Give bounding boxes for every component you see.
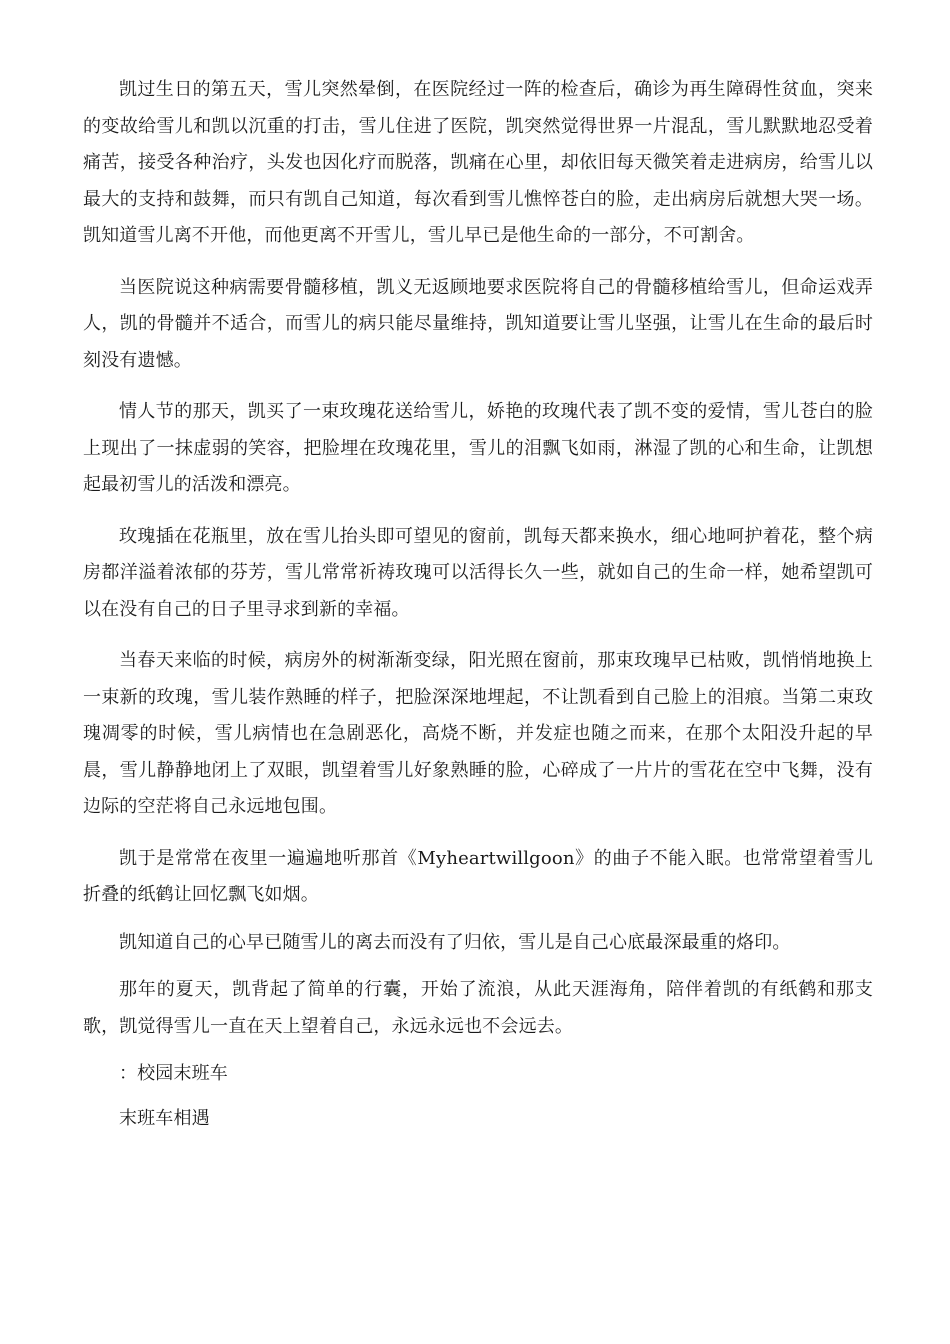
paragraph-summer: 那年的夏天，凯背起了简单的行囊，开始了流浪，从此天涯海角，陪伴着凯的有纸鹤和那支歌，凯觉得雪儿一直在天上望着自己，永远永远也不会远去。 xyxy=(83,979,873,1037)
paragraph-roses-in-vase: 玫瑰插在花瓶里，放在雪儿抬头即可望见的窗前，凯每天都来换水，细心地呵护着花，整个病房都洋溢着浓郁的芬芳，雪儿常常祈祷玫瑰可以活得长久一些，就如自己的生命一样，她希望凯可以在没有自己的日子里寻求到新的幸福。 xyxy=(83,525,873,620)
paragraph-heart: 凯知道自己的心早已随雪儿的离去而没有了归依，雪儿是自己心底最深最重的烙印。 xyxy=(119,931,791,953)
section-heading: 末班车相遇 xyxy=(119,1107,210,1129)
paragraph-diagnosis: 凯过生日的第五天，雪儿突然晕倒，在医院经过一阵的检查后，确诊为再生障碍性贫血，突来的变故给雪儿和凯以沉重的打击，雪儿住进了医院，凯突然觉得世界一片混乱，雪儿默默地忍受着痛苦，接受各种治疗，头发也因化疗而脱落，凯痛在心里，却依旧每天微笑着走进病房，给雪儿以最大的支持和鼓舞，而只有凯自己知道，每次看到雪儿憔悴苍白的脸，走出病房后就想大哭一场。凯知道雪儿离不开他，而他更离不开雪儿，雪儿早已是他生命的一部分，不可割舍。 xyxy=(83,79,873,246)
paragraph-song: 凯于是常常在夜里一遍遍地听那首《Myheartwillgoon》的曲子不能入眠。也常常望着雪儿折叠的纸鹤让回忆飘飞如烟。 xyxy=(83,847,873,905)
paragraph-spring: 当春天来临的时候，病房外的树渐渐变绿，阳光照在窗前，那束玫瑰早已枯败，凯悄悄地换上一束新的玫瑰，雪儿装作熟睡的样子，把脸深深地埋起，不让凯看到自己脸上的泪痕。当第二束玫瑰凋零的时候，雪儿病情也在急剧恶化，高烧不断，并发症也随之而来，在那个太阳没升起的早晨，雪儿静静地闭上了双眼，凯望着雪儿好象熟睡的脸，心碎成了一片片的雪花在空中飞舞，没有边际的空茫将自己永远地包围。 xyxy=(83,650,873,817)
paragraph-bone-marrow: 当医院说这种病需要骨髓移植，凯义无返顾地要求医院将自己的骨髓移植给雪儿，但命运戏弄人，凯的骨髓并不适合，而雪儿的病只能尽量维持，凯知道要让雪儿坚强，让雪儿在生命的最后时刻没有遗憾。 xyxy=(83,276,873,371)
document-page xyxy=(83,72,873,1137)
section-label: ：校园末班车 xyxy=(119,1063,228,1084)
paragraph-valentines-day: 情人节的那天，凯买了一束玫瑰花送给雪儿，娇艳的玫瑰代表了凯不变的爱情，雪儿苍白的脸上现出了一抹虚弱的笑容，把脸埋在玫瑰花里，雪儿的泪飘飞如雨，淋湿了凯的心和生命，让凯想起最初雪儿的活泼和漂亮。 xyxy=(83,401,873,495)
